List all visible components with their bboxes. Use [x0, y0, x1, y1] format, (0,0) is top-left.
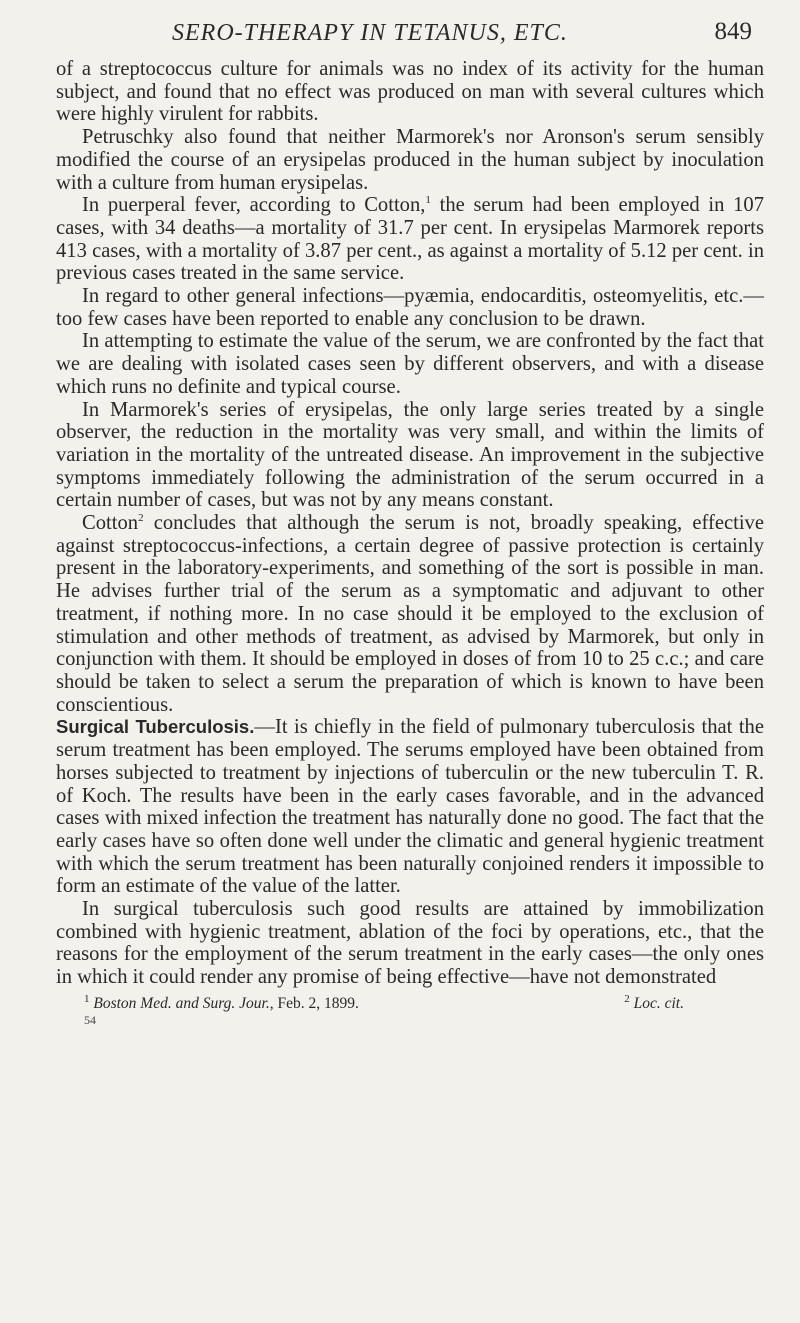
- paragraph-6: In Marmorek's series of erysipelas, the only large series treated by a single observer, the reduction in the mortality was very small, and within the limits of variation in the mortality of the untreated disease. An improvement in the subjective symptoms immediately following the administration of the serum occurred in a certain number of cases, but was not by any means constant.: [56, 398, 764, 512]
- footnote-ref-2: 2: [138, 512, 144, 525]
- paragraph-4: In regard to other general infections—pyæmia, endocarditis, osteomyelitis, etc.—too few cases have been reported to enable any conclusion to be drawn.: [56, 285, 764, 330]
- footnote-2: [624, 992, 684, 1013]
- paragraph-7: [56, 512, 764, 716]
- paragraph-8-text: —It is chiefly in the field of pulmonary tuberculosis that the serum treatment has been employed. The serums employed have been obtained from horses subjected to treatment by injections of tuberculin or the new tuberculin T. R. of Koch. The results have been in the early cases favorable, and in the advanced cases with mixed infection the treatment has naturally done no good. The fact that the early cases have so often done well under the climatic and general hygienic treatment with which the serum treatment has been naturally conjoined renders it impossible to form an estimate of the value of the latter.: [56, 716, 764, 898]
- footnote-2-mark: 2: [624, 992, 630, 1005]
- signature-mark: 54: [84, 1012, 96, 1027]
- footnote-ref-1: 1: [425, 194, 431, 207]
- footnote-1-source: Boston Med. and Surg. Jour.: [93, 994, 270, 1012]
- paragraph-2: Petruschky also found that neither Marmorek's nor Aronson's serum sensibly modified the course of an erysipelas produced in the human subject by inoculation with a culture from human erysipelas.: [56, 126, 764, 194]
- paragraph-8: [56, 716, 764, 898]
- footnote-1-date: , Feb. 2, 1899.: [269, 994, 359, 1012]
- footnote-2-text: Loc. cit.: [633, 994, 684, 1012]
- running-head: [56, 14, 764, 50]
- paragraph-9: In surgical tuberculosis such good results are attained by immobilization combined with hygienic treatment, ablation of the foci by operations, etc., that the reasons for the employment of the serum treatment in the early cases—the only ones in which it could render any promise of being effective—have not demonstrated: [56, 898, 764, 989]
- paragraph-3-rest: the serum had been employed in 107 cases, with 34 deaths—a mortality of 31.7 per cent. In erysipelas Marmorek reports 413 cases, with a mortality of 3.87 per cent., as against a mortality of 5.12 per cent. in previous cases treated in the same service.: [56, 194, 764, 285]
- paragraph-3-start: In puerperal fever, according to Cotton,: [82, 194, 426, 217]
- page-number: 849: [714, 18, 752, 45]
- footnotes: [56, 992, 764, 1013]
- paragraph-5: In attempting to estimate the value of the serum, we are confronted by the fact that we are dealing with isolated cases seen by different observers, and with a disease which runs no definite and typical course.: [56, 330, 764, 398]
- paragraph-3: [56, 194, 764, 285]
- footnote-1-mark: 1: [84, 992, 90, 1005]
- section-heading: Surgical Tuberculosis.: [56, 716, 255, 738]
- paragraph-7-rest: concludes that although the serum is not, broadly speaking, effective against streptococcus-infections, a certain degree of passive protection is certainly present in the laboratory-experiments, and something of the sort is possible in man. He advises further trial of the serum as a symptomatic and adjuvant to other treatment, if nothing more. In no case should it be employed to the exclusion of stimulation and other methods of treatment, as advised by Marmorek, but only in conjunction with them. It should be employed in doses of from 10 to 25 c.c.; and care should be taken to select a serum the preparation of which is known to have been conscientious.: [56, 512, 764, 716]
- paragraph-7-start: Cotton: [82, 512, 139, 535]
- footnote-1: [84, 992, 359, 1013]
- body-text: [56, 58, 764, 989]
- paragraph-1: of a streptococcus culture for animals was no index of its activity for the human subject, and found that no effect was produced on man with several cultures which were highly virulent for rabbits.: [56, 58, 764, 126]
- running-title: SERO-THERAPY IN TETANUS, ETC.: [172, 20, 568, 46]
